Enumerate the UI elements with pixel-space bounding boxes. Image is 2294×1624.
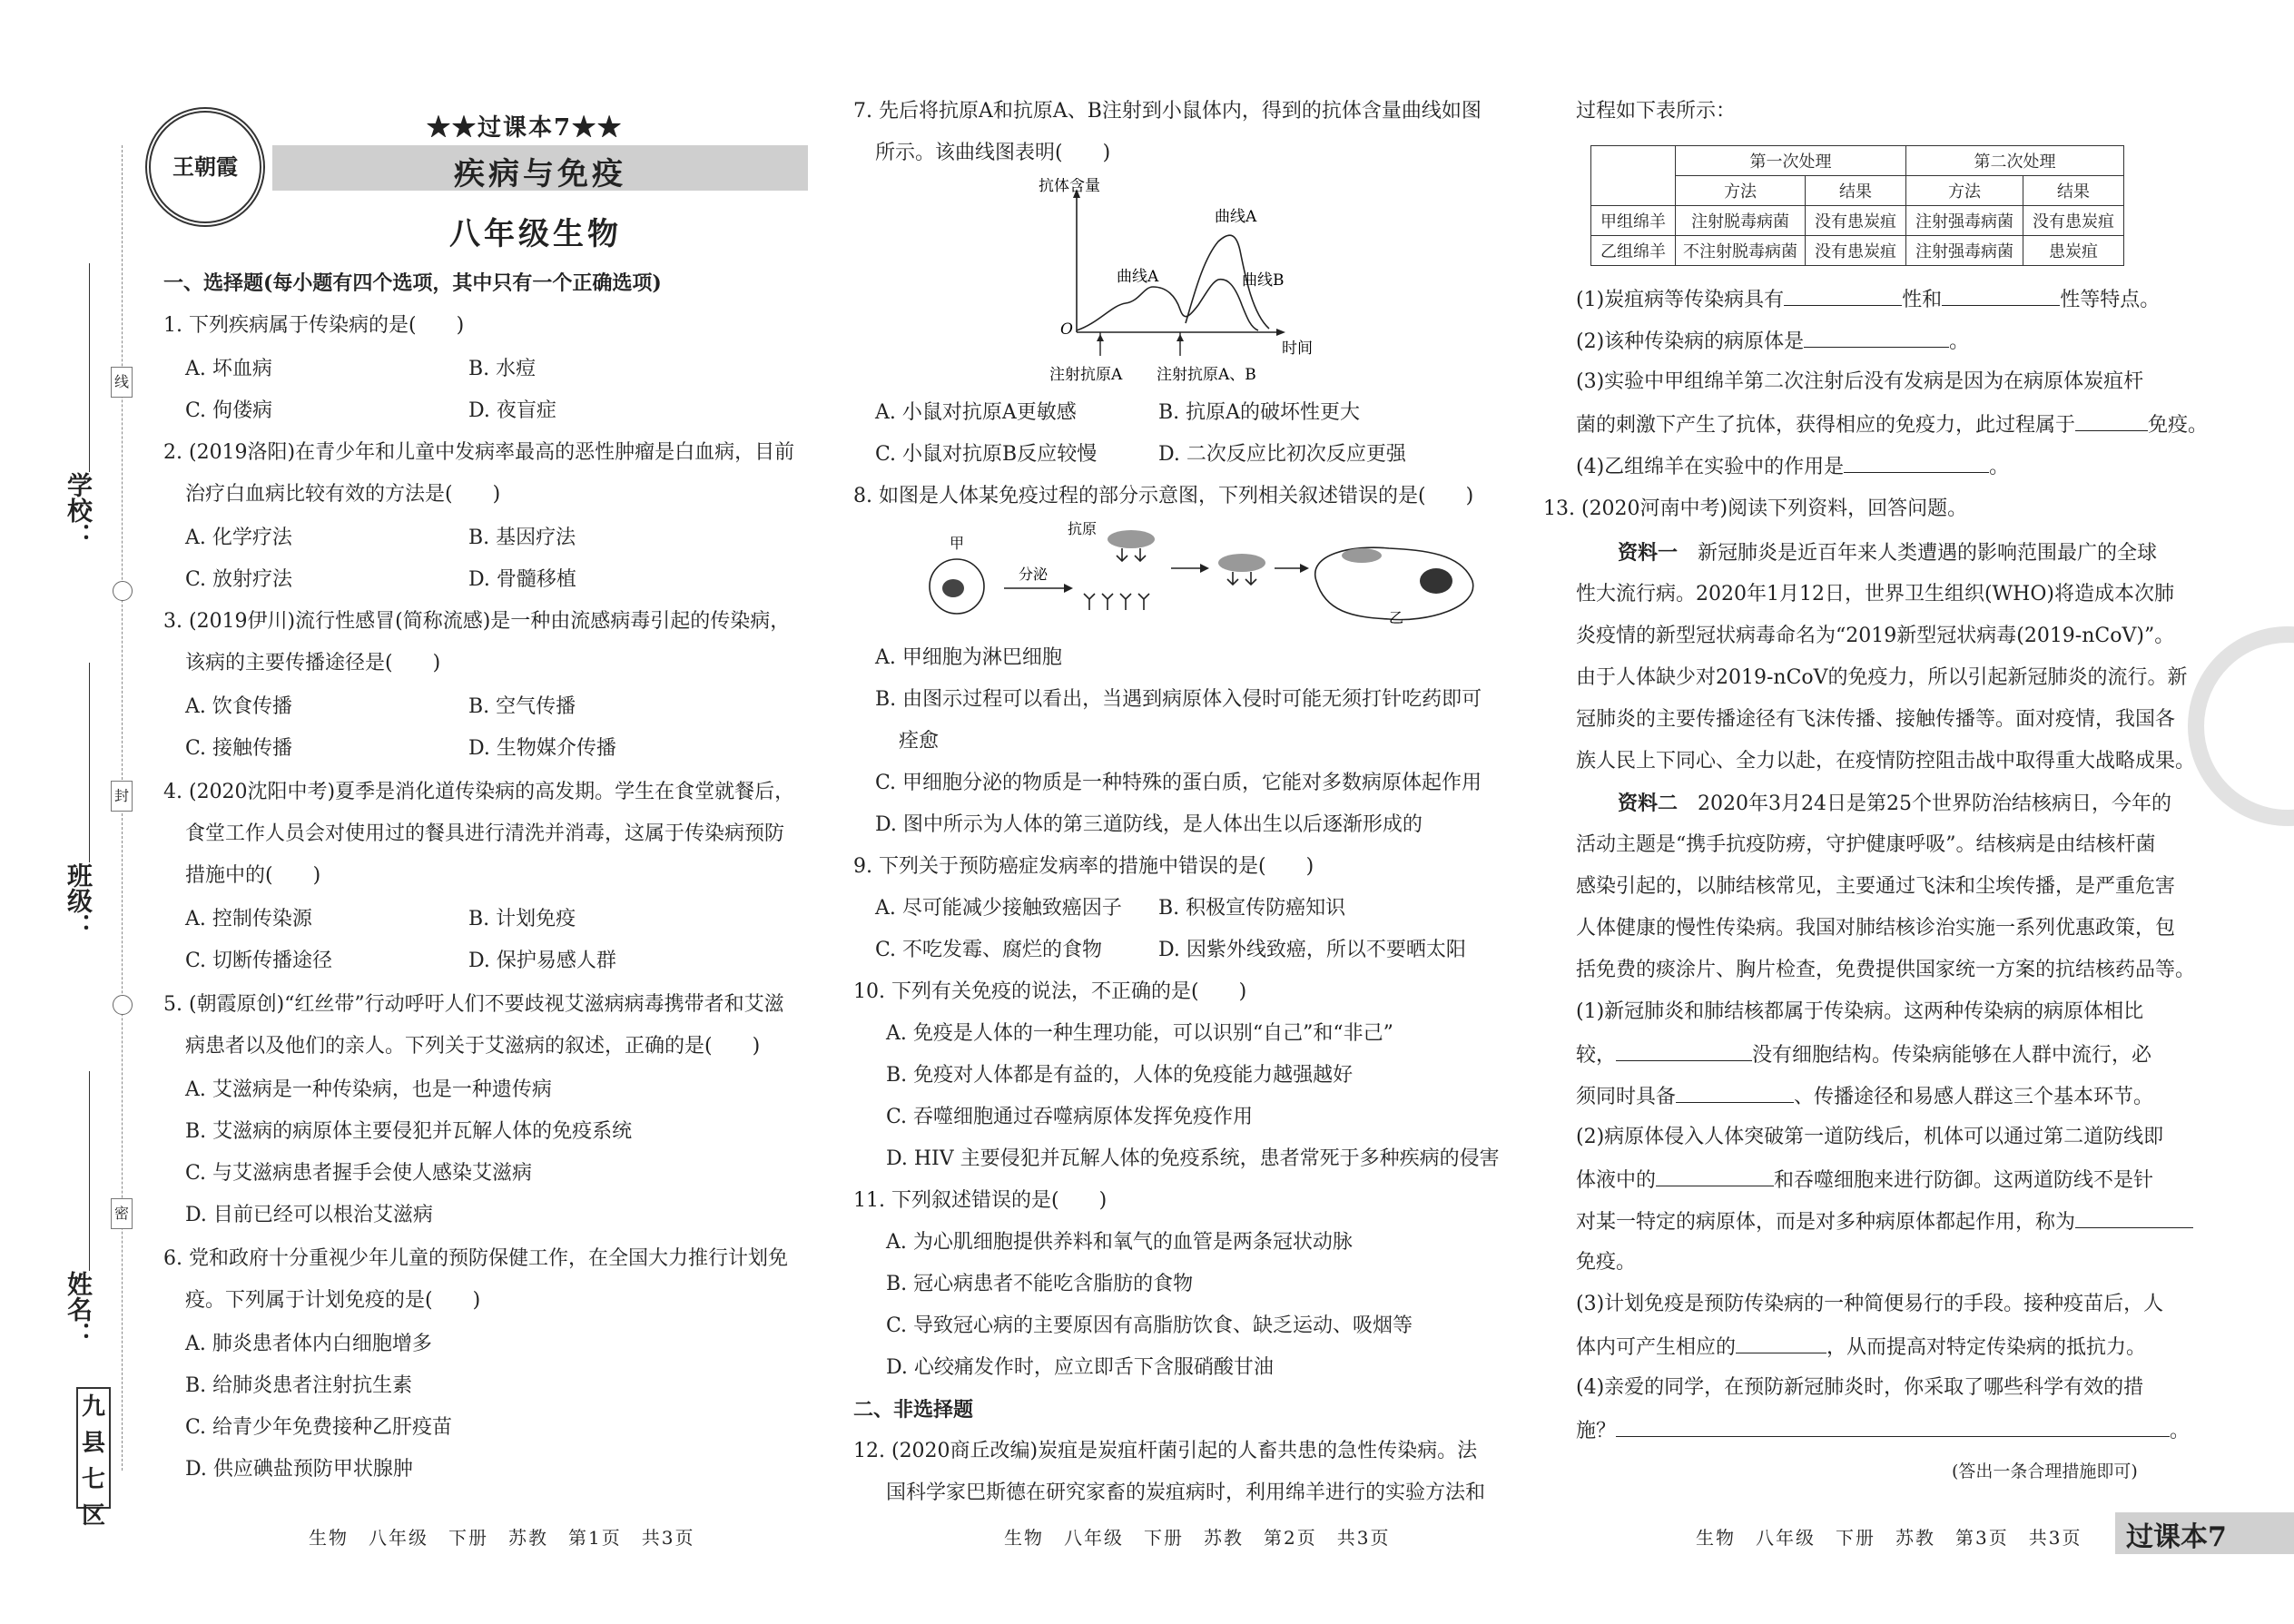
q4-option-b: B. 计划免疫: [468, 908, 576, 930]
q13-blank-1[interactable]: [1616, 1040, 1752, 1061]
q13-material-2-text: 2020年3月24日是第25个世界防治结核病日，今年的: [1698, 792, 2172, 815]
q13-part1-text-a: 较，: [1576, 1044, 1617, 1067]
q1-option-c: C. 佝偻病: [185, 399, 273, 422]
fig7-ylabel: 抗体含量: [1039, 178, 1100, 195]
chapter-title: 疾病与免疫: [454, 156, 626, 192]
fig8-cell-jia: 甲: [950, 535, 965, 552]
q7-option-d: D. 二次反应比初次反应更强: [1158, 443, 1406, 466]
q7-stem-line2: 所示。该曲线图表明( ): [875, 142, 1111, 164]
q12-stem-line2: 国科学家巴斯德在研究家畜的炭疽病时，利用绵羊进行的实验方法和: [886, 1481, 1486, 1504]
county-box: 九县七区: [76, 1387, 111, 1509]
q5-stem-line1: 5. (朝霞原创)“红丝带”行动呼吁人们不要歧视艾滋病病毒携带者和艾滋: [163, 993, 784, 1016]
table-cell: 甲组绵羊: [1591, 206, 1676, 236]
q2-stem-line2: 治疗白血病比较有效的方法是( ): [185, 483, 501, 506]
q12-part2-text-b: 。: [1949, 330, 1970, 353]
binding-hole-1: [113, 581, 133, 601]
q13-part2-text-c: 对某一特定的病原体，而是对多种病原体都起作用，称为: [1576, 1211, 2076, 1234]
q13-part1-line2: [1576, 1040, 2151, 1069]
q12-part2: [1576, 327, 1969, 356]
q2-option-d: D. 骨髓移植: [468, 568, 576, 591]
q13-part4-line2: [1576, 1416, 2190, 1445]
table-cell: 患炭疽: [2023, 236, 2124, 266]
q12-part1-text-c: 性等特点。: [2060, 289, 2161, 311]
fig7-origin: O: [1060, 320, 1073, 339]
q13-material-2-line4: 人体健康的慢性传染病。我国对肺结核诊治实施一系列优惠政策，包: [1576, 917, 2176, 940]
q10-option-a: A. 免疫是人体的一种生理功能，可以识别“自己”和“非己”: [886, 1022, 1393, 1045]
table-cell: 不注射脱毒病菌: [1676, 236, 1806, 266]
q5-option-b: B. 艾滋病的病原体主要侵犯并瓦解人体的免疫系统: [185, 1120, 633, 1143]
q13-material-2-line2: 活动主题是“携手抗疫防痨，守护健康呼吸”。结核病是由结核杆菌: [1576, 833, 2156, 856]
q8-option-c: C. 甲细胞分泌的物质是一种特殊的蛋白质，它能对多数病原体起作用: [875, 772, 1482, 794]
school-line: [89, 263, 90, 472]
q8-option-d: D. 图中所示为人体的第三道防线，是人体出生以后逐渐形成的: [875, 813, 1423, 836]
q5-option-d: D. 目前已经可以根治艾滋病: [185, 1204, 433, 1226]
q12-blank-5[interactable]: [1844, 452, 1989, 473]
table-cell: 方法: [1676, 176, 1806, 206]
fig7-curve-a-second: 曲线A: [1215, 208, 1257, 226]
q12-part4-text-a: (4)乙组绵羊在实验中的作用是: [1576, 456, 1845, 478]
q10-option-d: D. HIV 主要侵犯并瓦解人体的免疫系统，患者常死于多种疾病的侵害: [886, 1147, 1500, 1170]
q4-stem-line3: 措施中的( ): [185, 864, 321, 887]
section-1-heading: 一、选择题(每小题有四个选项，其中只有一个正确选项): [163, 271, 662, 295]
fig7-curve-b: 曲线B: [1242, 271, 1285, 290]
fig8-cell-yi: 乙: [1389, 609, 1404, 626]
table-row: [1591, 206, 2124, 236]
school-label: 学校：: [64, 472, 94, 548]
class-line: [89, 663, 90, 862]
footer-page-3: 生物 八年级 下册 苏教 第3页 共3页: [1696, 1527, 2082, 1549]
table-cell: 乙组绵羊: [1591, 236, 1676, 266]
q3-option-b: B. 空气传播: [468, 695, 576, 718]
q7-option-b: B. 抗原A的破坏性更大: [1158, 401, 1361, 424]
q8-option-b-line2: 痊愈: [899, 730, 940, 753]
q13-blank-2[interactable]: [1676, 1082, 1794, 1103]
q13-material-1-line5: 冠肺炎的主要传播途径有飞沫传播、接触传播等。面对疫情，我国各: [1576, 708, 2176, 731]
table-cell: 结果: [2023, 176, 2124, 206]
class-label: 班级：: [64, 862, 94, 939]
name-line: [89, 1071, 90, 1271]
q9-option-c: C. 不吃发霉、腐烂的食物: [875, 939, 1103, 961]
q8-option-b-line1: B. 由图示过程可以看出，当遇到病原体入侵时可能无须打针吃药即可: [875, 688, 1482, 711]
q13-blank-3[interactable]: [1656, 1166, 1774, 1186]
antibody-curve-figure: [1026, 178, 1353, 396]
q12-stem-line3: 过程如下表所示：: [1576, 100, 1737, 123]
q13-part2-line2: [1576, 1166, 2153, 1195]
table-row: [1591, 236, 2124, 266]
q13-part1-line1: (1)新冠肺炎和肺结核都属于传染病。这两种传染病的病原体相比: [1576, 1000, 2144, 1023]
q13-part4-text-b: 。: [2170, 1420, 2191, 1442]
q10-option-c: C. 吞噬细胞通过吞噬病原体发挥免疫作用: [886, 1106, 1254, 1128]
footer-page-1: 生物 八年级 下册 苏教 第1页 共3页: [309, 1527, 695, 1549]
q13-material-1-line6: 族人民上下同心、全力以赴，在疫情防控阻击战中取得重大战略成果。: [1576, 750, 2196, 773]
q13-material-2-title: 资料二: [1618, 792, 1679, 815]
q13-stem: 13. (2020河南中考)阅读下列资料，回答问题。: [1543, 497, 1968, 520]
q12-part3-text-c: 免疫。: [2148, 414, 2209, 437]
q13-material-1-title: 资料一: [1618, 541, 1679, 565]
q13-blank-6[interactable]: [1616, 1416, 2170, 1437]
q4-stem-line1: 4. (2020沈阳中考)夏季是消化道传染病的高发期。学生在食堂就餐后，: [163, 781, 795, 803]
logo-text: 王朝霞: [172, 153, 238, 180]
table-cell: 第一次处理: [1676, 146, 1906, 176]
q13-material-1-line2: 性大流行病。2020年1月12日，世界卫生组织(WHO)将造成本次肺: [1576, 583, 2174, 605]
q11-option-d: D. 心绞痛发作时，应立即舌下含服硝酸甘油: [886, 1356, 1274, 1379]
q12-part3-line2: [1576, 410, 2208, 439]
margin-tag-secret: 密: [111, 1198, 133, 1229]
q12-part2-text-a: (2)该种传染病的病原体是: [1576, 330, 1805, 353]
q12-blank-4[interactable]: [2075, 410, 2148, 431]
q13-material-2-line1: [1618, 790, 2171, 818]
table-cell: 注射强毒病菌: [1906, 206, 2023, 236]
q6-stem-line1: 6. 党和政府十分重视少年儿童的预防保健工作，在全国大力推行计划免: [163, 1247, 788, 1270]
q13-part2-line4: 免疫。: [1576, 1251, 1637, 1274]
q5-option-c: C. 与艾滋病患者握手会使人感染艾滋病: [185, 1162, 533, 1185]
q1-option-a: A. 坏血病: [185, 358, 272, 380]
footer-page-2: 生物 八年级 下册 苏教 第2页 共3页: [1004, 1527, 1391, 1549]
q13-part1-text-c: 须同时具备: [1576, 1086, 1677, 1108]
q3-stem-line1: 3. (2019伊川)流行性感冒(简称流感)是一种由流感病毒引起的传染病，: [163, 610, 791, 633]
q12-blank-1[interactable]: [1784, 285, 1902, 306]
q13-part4-text-a: 施？: [1576, 1420, 1617, 1442]
q2-option-a: A. 化学疗法: [185, 527, 292, 549]
q2-option-b: B. 基因疗法: [468, 527, 576, 549]
immune-process-figure: [917, 517, 1498, 626]
table-cell: 没有患炭疽: [1806, 236, 1906, 266]
q12-part3-text-b: 菌的刺激下产生了抗体，获得相应的免疫力，此过程属于: [1576, 414, 2076, 437]
q2-option-c: C. 放射疗法: [185, 568, 293, 591]
q6-stem-line2: 疫。下列属于计划免疫的是( ): [185, 1289, 481, 1312]
table-cell: 没有患炭疽: [2023, 206, 2124, 236]
q1-stem: 1. 下列疾病属于传染病的是( ): [163, 314, 465, 337]
q13-blank-4[interactable]: [2075, 1207, 2193, 1228]
table-cell: 注射强毒病菌: [1906, 236, 2023, 266]
q12-stem-line1: 12. (2020商丘改编)炭疽是炭疽杆菌引起的人畜共患的急性传染病。法: [853, 1440, 1478, 1462]
q8-option-a: A. 甲细胞为淋巴细胞: [875, 646, 1062, 669]
q13-part3-text-a: 体内可产生相应的: [1576, 1336, 1737, 1359]
q13-part4-line1: (4)亲爱的同学，在预防新冠肺炎时，你采取了哪些科学有效的措: [1576, 1376, 2144, 1399]
table-header-row-1: [1591, 146, 2124, 176]
q13-material-1-line4: 由于人体缺少对2019-nCoV的免疫力，所以引起新冠肺炎的流行。新: [1576, 666, 2188, 689]
q13-part1-text-d: 、传播途径和易感人群这三个基本环节。: [1794, 1086, 2154, 1108]
q13-material-2-line5: 括免费的痰涂片、胸片检查，免费提供国家统一方案的抗结核药品等。: [1576, 959, 2196, 981]
margin-tag-seal: 封: [111, 781, 133, 812]
q4-option-c: C. 切断传播途径: [185, 950, 333, 972]
table-cell: 结果: [1806, 176, 1906, 206]
q2-stem-line1: 2. (2019洛阳)在青少年和儿童中发病率最高的恶性肿瘤是白血病，目前: [163, 441, 795, 464]
q5-option-a: A. 艾滋病是一种传染病，也是一种遗传病: [185, 1078, 552, 1101]
q1-option-d: D. 夜盲症: [468, 399, 556, 422]
q13-material-1-line1: [1618, 539, 2157, 567]
q9-option-b: B. 积极宣传防癌知识: [1158, 897, 1346, 920]
q12-part4-text-b: 。: [1989, 456, 2010, 478]
q9-option-a: A. 尽可能减少接触致癌因子: [875, 897, 1122, 920]
q4-option-a: A. 控制传染源: [185, 908, 312, 930]
watermark-seal: [2188, 626, 2294, 826]
table-cell: 方法: [1906, 176, 2023, 206]
table-cell: [1591, 146, 1676, 206]
fig7-curve-a-first: 曲线A: [1117, 268, 1159, 286]
q6-option-c: C. 给青少年免费接种乙肝疫苗: [185, 1416, 453, 1439]
q12-blank-2[interactable]: [1942, 285, 2060, 306]
q6-option-b: B. 给肺炎患者注射抗生素: [185, 1374, 413, 1397]
q13-material-1-text: 新冠肺炎是近百年来人类遭遇的影响范围最广的全球: [1698, 542, 2158, 565]
q13-part3-line1: (3)计划免疫是预防传染病的一种简便易行的手段。接种疫苗后，人: [1576, 1293, 2164, 1315]
table-cell: 注射脱毒病菌: [1676, 206, 1806, 236]
q6-option-d: D. 供应碘盐预防甲状腺肿: [185, 1458, 413, 1481]
q9-stem: 9. 下列关于预防癌症发病率的措施中错误的是( ): [853, 855, 1314, 878]
table-cell: 没有患炭疽: [1806, 206, 1906, 236]
q12-part1-text-b: 性和: [1902, 289, 1943, 311]
q11-option-b: B. 冠心病患者不能吃含脂肪的食物: [886, 1273, 1194, 1295]
q13-part2-line3: [1576, 1207, 2193, 1236]
q3-option-d: D. 生物媒介传播: [468, 737, 616, 760]
q10-option-b: B. 免疫对人体都是有益的，人体的免疫能力越强越好: [886, 1064, 1354, 1087]
q4-stem-line2: 食堂工作人员会对使用过的餐具进行清洗并消毒，这属于传染病预防: [185, 822, 785, 845]
q7-stem-line1: 7. 先后将抗原A和抗原A、B注射到小鼠体内，得到的抗体含量曲线如图: [853, 100, 1482, 123]
q13-part3-text-b: ，从而提高对特定传染病的抵抗力。: [1826, 1336, 2147, 1359]
q13-blank-5[interactable]: [1736, 1333, 1826, 1353]
q3-option-c: C. 接触传播: [185, 737, 293, 760]
q13-material-2-line3: 感染引起的，以肺结核常见，主要通过飞沫和尘埃传播，是严重危害: [1576, 875, 2176, 898]
q13-part2-text-b: 和吞噬细胞来进行防御。这两道防线不是针: [1774, 1169, 2154, 1192]
q3-option-a: A. 饮食传播: [185, 695, 292, 718]
q5-stem-line2: 病患者以及他们的亲人。下列关于艾滋病的叙述，正确的是( ): [185, 1035, 761, 1058]
q6-option-a: A. 肺炎患者体内白细胞增多: [185, 1333, 432, 1355]
margin-tag-line: 线: [111, 367, 133, 398]
q12-part1-text-a: (1)炭疽病等传染病具有: [1576, 289, 1785, 311]
brand-logo: [145, 107, 265, 227]
fig7-xlabel: 时间: [1282, 340, 1313, 358]
binding-hole-2: [113, 995, 133, 1015]
page-title: 八年级生物: [449, 216, 622, 252]
q11-stem: 11. 下列叙述错误的是( ): [853, 1189, 1108, 1212]
page-tab-label: 过课本7: [2126, 1521, 2227, 1553]
q12-blank-3[interactable]: [1804, 327, 1949, 348]
q11-option-a: A. 为心肌细胞提供养料和氧气的血管是两条冠状动脉: [886, 1231, 1353, 1254]
table-cell: 第二次处理: [1906, 146, 2124, 176]
series-label: ★★过课本7★★: [427, 114, 624, 142]
q13-answer-note: (答出一条合理措施即可): [1952, 1462, 2138, 1481]
q13-part2-text-a: 体液中的: [1576, 1169, 1657, 1192]
q13-part1-text-b: 没有细胞结构。传染病能够在人群中流行，必: [1752, 1044, 2152, 1067]
q13-material-1-line3: 炎疫情的新型冠状病毒命名为“2019新型冠状病毒(2019-nCoV)”。: [1576, 625, 2175, 647]
q10-stem: 10. 下列有关免疫的说法，不正确的是( ): [853, 980, 1247, 1003]
q7-option-c: C. 小鼠对抗原B反应较慢: [875, 443, 1098, 466]
experiment-table: [1590, 145, 2124, 266]
q8-stem: 8. 如图是人体某免疫过程的部分示意图，下列相关叙述错误的是( ): [853, 485, 1474, 507]
q1-option-b: B. 水痘: [468, 358, 537, 380]
fig7-injection-1: 注射抗原A: [1049, 366, 1123, 384]
q13-part2-line1: (2)病原体侵入人体突破第一道防线后，机体可以通过第二道防线即: [1576, 1126, 2164, 1148]
fig8-secrete: 分泌: [1019, 566, 1049, 583]
section-2-heading: 二、非选择题: [853, 1398, 974, 1422]
fig7-injection-2: 注射抗原A、B: [1157, 366, 1256, 384]
q4-option-d: D. 保护易感人群: [468, 950, 616, 972]
q12-part4: [1576, 452, 2009, 481]
q12-part1: [1576, 285, 2160, 314]
q13-part3-line2: [1576, 1333, 2146, 1362]
name-label: 姓名：: [64, 1271, 94, 1347]
q9-option-d: D. 因紫外线致癌，所以不要晒太阳: [1158, 939, 1466, 961]
q12-part3-line1: (3)实验中甲组绵羊第二次注射后没有发病是因为在病原体炭疽杆: [1576, 370, 2144, 393]
q3-stem-line2: 该病的主要传播途径是( ): [185, 652, 441, 674]
fig8-antigen: 抗原: [1068, 520, 1098, 537]
q7-option-a: A. 小鼠对抗原A更敏感: [875, 401, 1077, 424]
q11-option-c: C. 导致冠心病的主要原因有高脂肪饮食、缺乏运动、吸烟等: [886, 1314, 1413, 1337]
q13-part1-line3: [1576, 1082, 2153, 1111]
